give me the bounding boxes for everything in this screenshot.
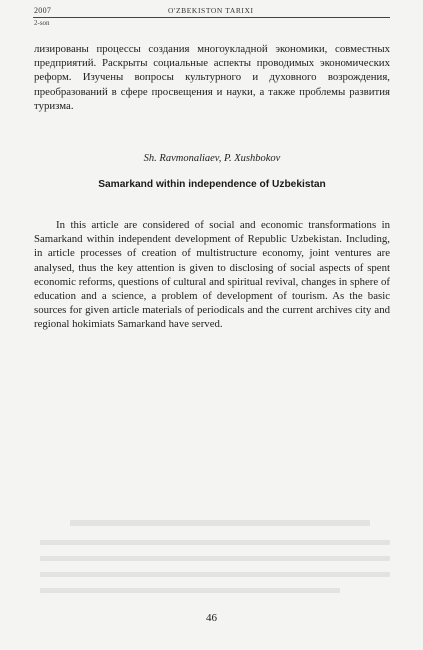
header-rule [33, 17, 390, 18]
header-issue: 2-son [34, 19, 50, 27]
article-authors: Sh. Ravmonaliaev, P. Xushbokov [143, 153, 281, 164]
article-abstract: In this article are considered of social and economic transformations in Samarkand within independent development of Republic Uzbekistan. Including, in article processes of creation of multistructure economy, joint ventures are analysed, thus the key attention is given to disclosing of social aspects of spent economic reforms, questions of cultural and spiritual revival, changes in sphere of education and a science, a problem of development of tourism. As the basic sources for given article materials of periodicals and the current archives city and regional hokimiats Samarkand have served. [34, 219, 390, 331]
reverse-side-bleed [40, 572, 390, 577]
russian-summary-paragraph: лизированы процессы создания многоукладной экономики, совместных предприятий. Раскрыты социальные аспекты проводимых экономических реформ. Изучены вопросы культурного и духовного возрождения, преобразований в сфере просвещения и науки, а также проблемы развития туризма. [34, 43, 390, 112]
reverse-side-bleed [40, 556, 390, 561]
header-year: 2007 [34, 6, 52, 15]
page-number: 46 [206, 612, 217, 624]
reverse-side-bleed [40, 540, 390, 545]
header-journal-title: O'ZBEKISTON TARIXI [168, 6, 254, 15]
reverse-side-bleed [70, 520, 370, 526]
article-title: Samarkand within independence of Uzbekistan [98, 179, 326, 190]
reverse-side-bleed [40, 588, 340, 593]
